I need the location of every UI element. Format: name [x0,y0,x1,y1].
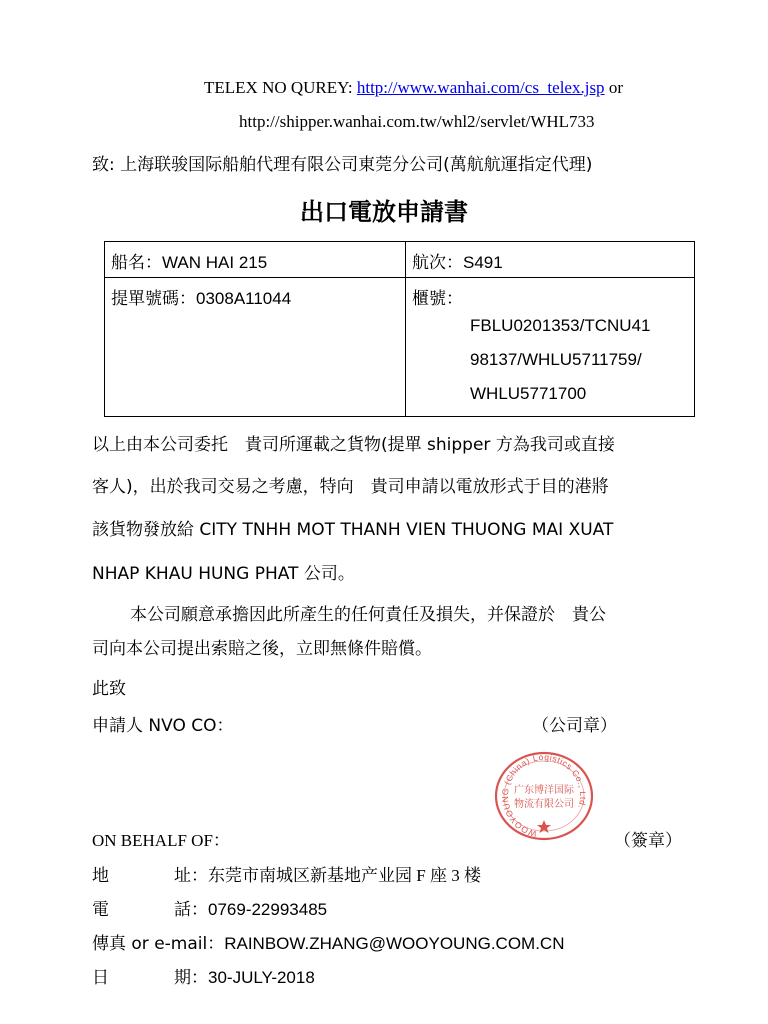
address-line [174,861,481,886]
paragraph-line: 以上由本公司委托 貴司所運載之貨物(提單 shipper 方為我司或直接 [92,435,615,455]
shipper-url: http://shipper.wanhai.com.tw/whl2/servlet/WHL733 [239,112,595,131]
voyage-cell [406,242,695,278]
telex-link[interactable]: http://www.wanhai.com/cs_telex.jsp [356,78,605,97]
company-seal-label: （公司章） [532,716,617,736]
phone-label-char: 電 [92,900,109,920]
container-cell [406,278,695,417]
on-behalf-label: ON BEHALF OF： [92,831,230,850]
bl-cell [105,278,406,417]
stamp-center-line2: 物流有限公司 [514,799,574,810]
paragraph-line: 司向本公司提出索賠之後，立即無條件賠償。 [92,639,432,659]
closing-text: 此致 [92,679,126,699]
email-line [92,929,564,954]
paragraph-line: 本公司願意承擔因此所產生的任何責任及損失，并保證於 貴公 [130,605,606,625]
email-value: RAINBOW.ZHANG@WOOYOUNG.COM.CN [224,934,565,953]
stamp-ring-text: WOOYOUNG (China) Logistics Co., Ltd. [499,751,589,840]
container-line: 98137/WHLU5711759/ [470,350,642,369]
stamp-center-line1: 广东博洋国际 [514,785,574,796]
email-label: 傳真 or e-mail： [92,934,225,954]
applicant-label: 申請人 NVO CO： [92,716,234,736]
signature-label: （簽章） [614,831,682,851]
shipment-info-table [104,241,695,417]
date-label-char: 日 [92,968,109,988]
container-line: WHLU5771700 [470,384,587,403]
paragraph-line: 客人)，出於我司交易之考慮，特向 貴司申請以電放形式于目的港將 [92,477,609,497]
phone-value: 0769-22993485 [208,900,328,919]
vessel-value: WAN HAI 215 [162,253,268,272]
address-value: 东莞市南城区新基地产业园 F 座 3 楼 [208,866,481,885]
table-row [105,242,695,278]
address-label-char: 地 [92,866,109,886]
address-label: 址： [174,866,208,886]
container-label: 櫃號： [412,289,463,308]
date-line [174,963,315,988]
paragraph-line: 該貨物發放給 CITY TNHH MOT THANH VIEN THUONG MAI XUAT [92,520,614,540]
voyage-value: S491 [463,253,503,272]
document-title: 出口電放申請書 [300,198,468,226]
table-row [105,278,695,417]
telex-label: TELEX NO QUREY: [204,78,357,97]
bl-value: 0308A11044 [196,289,292,308]
paragraph-line: NHAP KHAU HUNG PHAT 公司。 [92,564,355,584]
phone-line [174,895,327,920]
date-label: 期： [174,968,208,988]
telex-query-line [204,78,623,98]
voyage-label: 航次： [412,253,463,272]
container-line: FBLU0201353/TCNU41 [470,316,651,335]
phone-label: 話： [174,900,208,920]
recipient-line: 致: 上海联骏国际船舶代理有限公司東莞分公司(萬航航運指定代理) [92,155,593,175]
date-value: 30-JULY-2018 [208,968,315,987]
vessel-cell [105,242,406,278]
or-text: or [604,78,623,97]
bl-label: 提單號碼： [111,289,196,308]
company-stamp [489,748,599,844]
vessel-label: 船名： [111,253,162,272]
